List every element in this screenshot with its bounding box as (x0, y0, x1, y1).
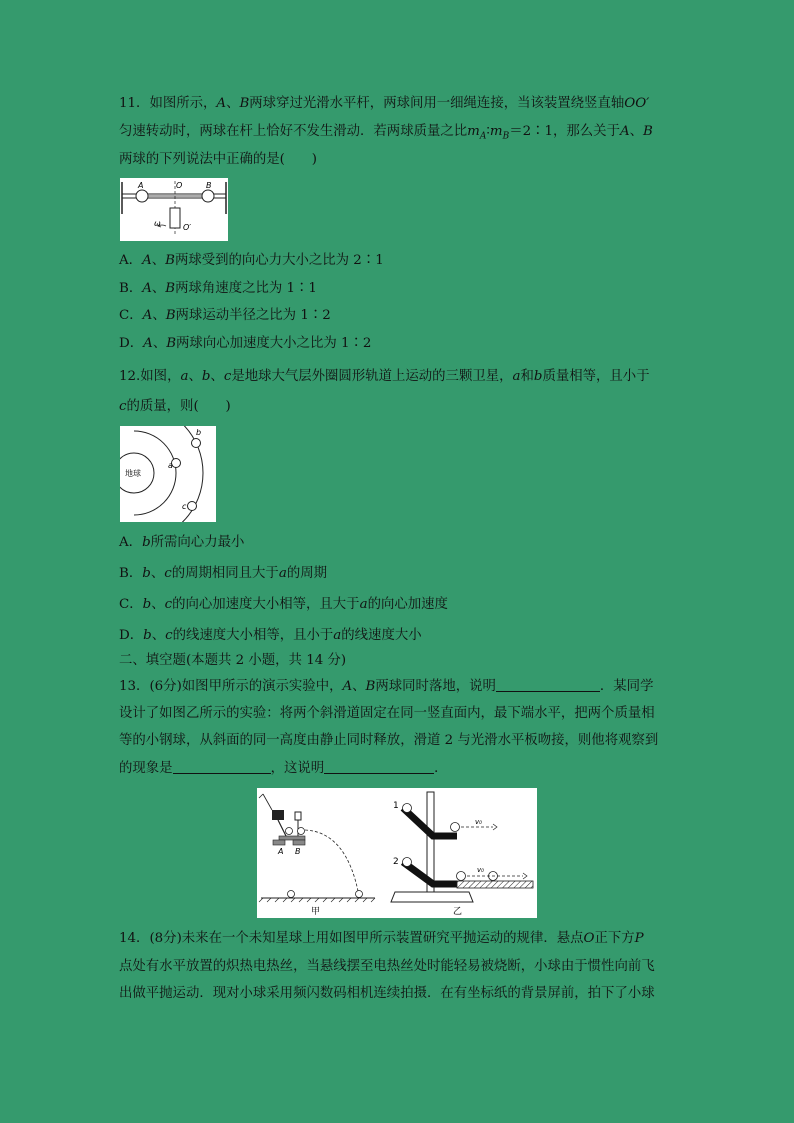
satellite-c (188, 502, 197, 511)
q12-line-2: c的质量，则( ) (119, 399, 231, 414)
q12-option-c: C．b、c的向心加速度大小相等，且大于a的向心加速度 (119, 597, 448, 612)
q13-figure (257, 788, 537, 918)
answer-blank-2[interactable] (173, 760, 271, 774)
label-b: B (206, 181, 212, 190)
q11-option-a: A．A、B两球受到的向心力大小之比为 2∶1 (119, 253, 384, 268)
label-v0-top: v₀ (475, 818, 482, 826)
q13-line-2: 设计了如图乙所示的实验：将两个斜滑道固定在同一竖直面内，最下端水平，把两个质量相 (119, 706, 655, 721)
q12-figure (120, 426, 216, 522)
label-b: B (295, 847, 301, 856)
answer-blank-1[interactable] (496, 678, 600, 692)
label-a: A (278, 847, 284, 856)
earth-label: 地球 (125, 469, 141, 478)
q12-option-a: A．b所需向心力最小 (119, 535, 245, 550)
ball-b (202, 190, 214, 202)
label-2: 2 (393, 857, 399, 867)
q13-line-3: 等的小钢球，从斜面的同一高度由静止同时释放，滑道 2 与光滑水平板吻接，则他将观察到 (119, 733, 659, 748)
label-a: a (168, 461, 173, 470)
q12-option-d: D．b、c的线速度大小相等，且小于a的线速度大小 (119, 628, 422, 643)
ball-a (136, 190, 148, 202)
q14-line-1: 14．(8分)未来在一个未知星球上用如图甲所示装置研究平抛运动的规律．悬点O正下方P (119, 931, 644, 946)
q11-option-d: D．A、B两球向心加速度大小之比为 1∶2 (119, 336, 372, 351)
label-jia: 甲 (311, 907, 321, 917)
answer-blank-3[interactable] (324, 760, 434, 774)
q11-line-3: 两球的下列说法中正确的是( ) (119, 152, 317, 167)
q11-line-2: 匀速转动时，两球在杆上恰好不发生滑动．若两球质量之比$m_A∶m_B=2∶1$，那么关于A、B (119, 124, 653, 142)
label-o: O (176, 181, 183, 190)
q11-option-c: C．A、B两球运动半径之比为 1∶2 (119, 308, 331, 323)
label-yi: 乙 (453, 907, 463, 917)
q13-line-4: 的现象是 ，这说明 ． (119, 761, 448, 776)
q12-option-b: B．b、c的周期相同且大于a的周期 (119, 566, 327, 581)
q14-line-3: 出做平抛运动．现对小球采用频闪数码相机连续拍摄．在有坐标纸的背景屏前，拍下了小球 (119, 986, 655, 1001)
label-c: c (182, 502, 187, 511)
label-a: A (138, 181, 144, 190)
q13-line-1: 13．(6分)如图甲所示的演示实验中，A、B两球同时落地，说明 ．某同学 (119, 679, 654, 694)
q11-option-b: B．A、B两球角速度之比为 1∶1 (119, 281, 317, 296)
label-b: b (196, 428, 202, 437)
label-v0-bottom: v₀ (477, 866, 484, 874)
section-heading: 二、填空题(本题共 2 小题，共 14 分) (119, 653, 347, 668)
label-o-prime: O′ (183, 223, 192, 232)
q11-line-1: 11．如图所示，A、B两球穿过光滑水平杆，两球间用一细绳连接，当该装置绕竖直轴OO′ (119, 96, 650, 111)
figure-yi (391, 792, 533, 917)
q14-line-2: 点处有水平放置的炽热电热丝，当悬线摆至电热丝处时能轻易被烧断，小球由于惯性向前飞 (119, 959, 655, 974)
figure-jia (259, 794, 375, 917)
q11-figure (120, 178, 228, 241)
satellite-b (192, 439, 201, 448)
label-1: 1 (393, 801, 399, 811)
q12-line-1: 12.如图，a、b、c是地球大气层外圈圆形轨道上运动的三颗卫星，a和b质量相等，且小于 (119, 369, 650, 384)
label-omega: ω (154, 219, 161, 228)
